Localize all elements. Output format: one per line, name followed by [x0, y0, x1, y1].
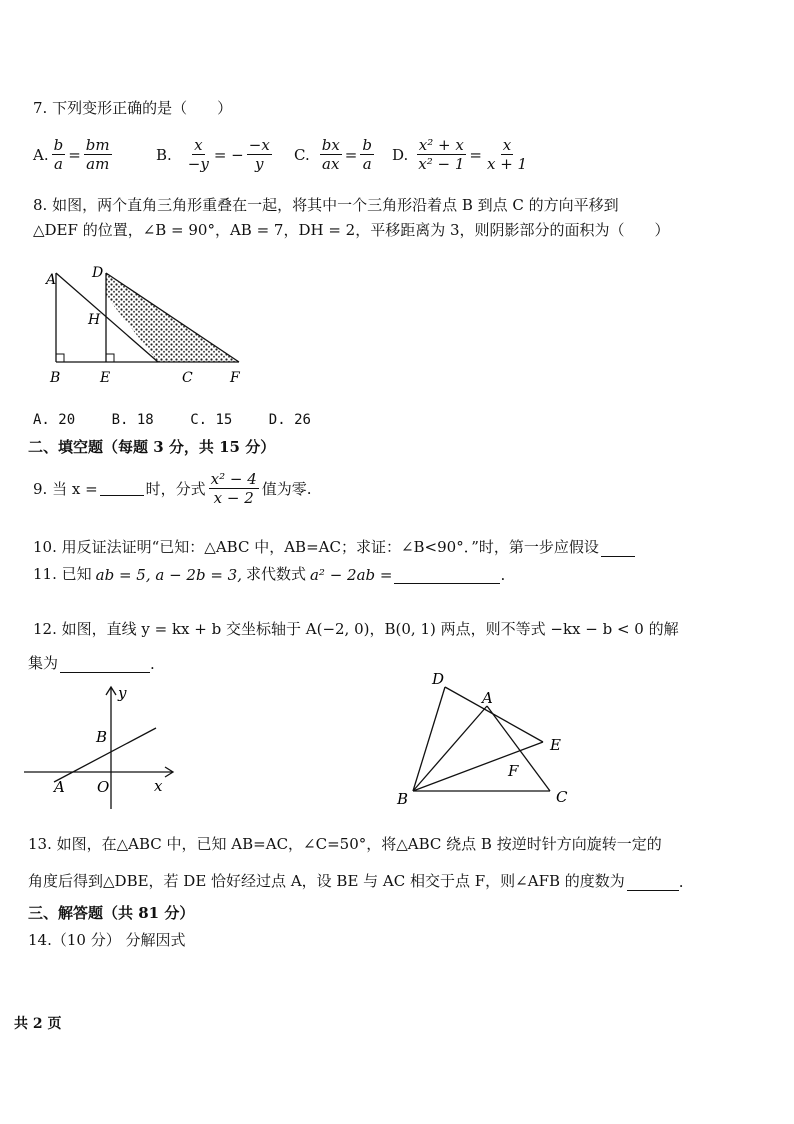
q7-option-d: D. $\frac{\text{x² + x}}{\text{x² − 1}}$ = $\frac{x}{x + 1}$ — [392, 136, 528, 173]
label-b: B — [50, 370, 61, 386]
q14: 14.（10 分） 分解因式 — [28, 931, 186, 949]
q7-option-c: C. $\frac{bx}{ax}$ = $\frac{b}{a}$ — [294, 136, 372, 173]
q9-answer-blank[interactable] — [100, 481, 144, 496]
segment-ba — [413, 706, 487, 791]
q7-stem: 7. 下列变形正确的是（ ） — [33, 99, 233, 117]
label-a: A — [54, 778, 65, 796]
segment-ac — [487, 706, 550, 791]
fraction: $\frac{x}{x + 1}$ — [486, 136, 528, 173]
fraction: $\frac{-x}{y}$ — [248, 136, 270, 173]
label-y: y — [118, 684, 127, 702]
label-c: C — [182, 370, 193, 386]
q12-line1: 12. 如图，直线 y = kx + b 交坐标轴于 A(−2, 0)，B(0, 1) 两点，则不等式 −kx − b < 0 的解 — [33, 620, 679, 638]
label-d: D — [432, 670, 445, 688]
label-d: D — [92, 265, 104, 281]
q8-choice-a: A. 20 — [33, 412, 76, 428]
q10: 10. 用反证法证明“已知：△ABC 中，AB=AC；求证：∠B<90°．”时，第一步应假设 — [33, 536, 635, 557]
fraction: $\frac{\text{x² + x}}{\text{x² − 1}}$ — [418, 136, 465, 173]
q8-choice-d: D. 26 — [268, 412, 311, 428]
q8-line1: 8. 如图，两个直角三角形重叠在一起，将其中一个三角形沿着点 B 到点 C 的方向平移到 — [33, 196, 619, 214]
right-angle-b — [56, 354, 64, 362]
label-a: A — [46, 272, 57, 288]
q8-choice-c: C. 15 — [190, 412, 233, 428]
label-x: x — [154, 777, 163, 795]
section-2-heading: 二、填空题（每题 3 分，共 15 分） — [28, 438, 276, 456]
q8-line2: △DEF 的位置，∠B = 90°，AB = 7，DH = 2，平移距离为 3，则阴影部分的面积为（ ） — [33, 221, 670, 239]
label-f: F — [508, 762, 519, 780]
label-h: H — [88, 312, 101, 328]
label-b: B — [96, 728, 108, 746]
label-e: E — [550, 736, 561, 754]
q7-option-b: B. $\frac{x}{-y}$ = − $\frac{-x}{y}$ — [156, 136, 270, 173]
label-c: C — [556, 788, 568, 806]
q12-answer-blank[interactable] — [60, 658, 150, 673]
q13-answer-blank[interactable] — [627, 876, 679, 891]
q8-choice-b: B. 18 — [111, 412, 154, 428]
q7-option-a: A. $\frac{b}{a}$ = $\frac{bm}{am}$ — [33, 136, 110, 173]
label-o: O — [97, 778, 110, 796]
right-angle-e — [106, 354, 114, 362]
label-e: E — [100, 370, 111, 386]
q12-line2: 集为 . — [28, 654, 155, 673]
page-footer: 共 2 页 — [14, 1016, 62, 1032]
label-b: B — [397, 790, 409, 808]
q9: 9. 当 x = 时，分式 $\frac{\text{x² − 4}}{x - 2}$ 值为零. — [33, 470, 312, 507]
q11: 11. 已知 ab = 5, a − 2b = 3, 求代数式 a² − 2ab = . — [33, 565, 506, 584]
q13-line2: 角度后得到△DBE，若 DE 恰好经过点 A，设 BE 与 AC 相交于点 F，则∠AFB 的度数为 . — [28, 872, 684, 891]
q11-answer-blank[interactable] — [394, 569, 500, 584]
section-3-heading: 三、解答题（共 81 分） — [28, 904, 195, 922]
label-f: F — [230, 370, 240, 386]
fraction: $\frac{bm}{am}$ — [85, 136, 110, 173]
q8-choices — [33, 412, 311, 428]
fraction: $\frac{b}{a}$ — [53, 136, 64, 173]
fraction: $\frac{bx}{ax}$ — [321, 136, 340, 173]
label-a: A — [482, 689, 493, 707]
segment-bd — [413, 687, 445, 791]
fraction: $\frac{x}{-y}$ — [187, 136, 209, 173]
q13-line1: 13. 如图，在△ABC 中，已知 AB=AC，∠C=50°，将△ABC 绕点 B 按逆时针方向旋转一定的 — [28, 835, 662, 853]
fraction: $\frac{b}{a}$ — [362, 136, 372, 173]
fraction: $\frac{\text{x² − 4}}{x - 2}$ — [210, 470, 257, 507]
q12-coordinate-figure — [20, 682, 185, 814]
q8-figure — [30, 258, 270, 388]
q13-figure — [390, 662, 590, 812]
q10-answer-blank[interactable] — [601, 542, 635, 557]
segment-be — [413, 742, 543, 791]
